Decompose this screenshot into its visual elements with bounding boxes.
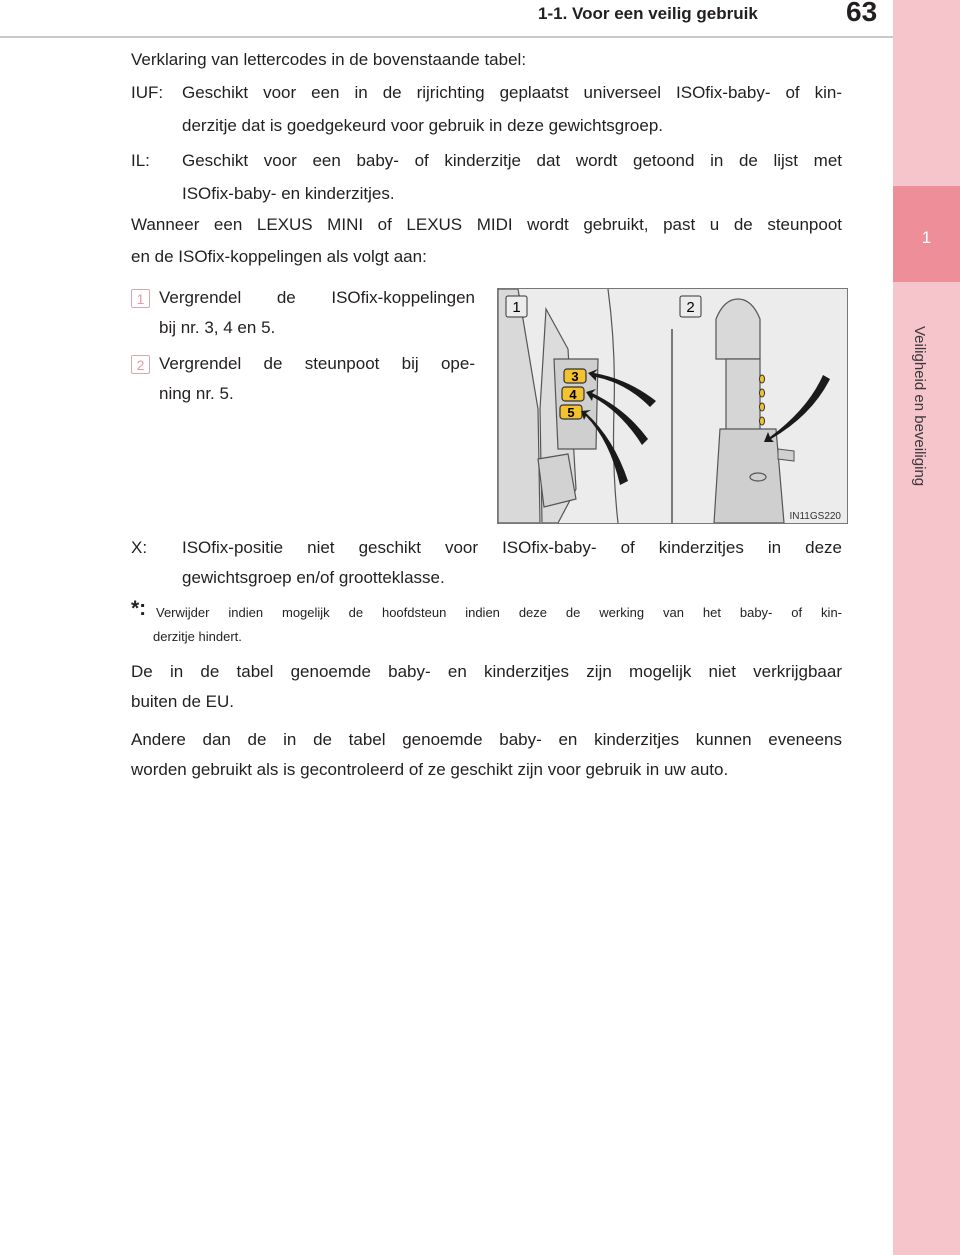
header-divider xyxy=(0,36,893,38)
code-definitions xyxy=(131,78,842,208)
slot-label: 3 xyxy=(571,369,579,384)
step-2-line: Vergrendel de steunpoot bij ope- xyxy=(159,354,475,373)
step-1-line: Vergrendel de ISOfix-koppelingen xyxy=(159,288,475,307)
footnote-mark: *: xyxy=(131,597,147,620)
code-key: IL: xyxy=(131,151,150,170)
step-2-line: ning nr. 5. xyxy=(159,384,234,403)
eu-paragraph-line: buiten de EU. xyxy=(131,692,235,711)
code-text-line: gewichtsgroep en/of grootteklasse. xyxy=(182,568,445,587)
footnote-line: derzitje hindert. xyxy=(153,629,242,644)
lexus-paragraph-line: Wanneer een LEXUS MINI of LEXUS MIDI wordt gebruikt, past u de steunpoot xyxy=(131,215,842,234)
step-1-badge: 1 xyxy=(131,289,150,308)
step-1-line: bij nr. 3, 4 en 5. xyxy=(159,318,276,337)
code-row-x xyxy=(131,533,842,603)
code-text-line: ISOfix-positie niet geschikt voor ISOfix-baby- of kinderzitjes in deze xyxy=(182,538,842,557)
other-paragraph-line: worden gebruikt als is gecontroleerd of ze geschikt zijn voor gebruik in uw auto. xyxy=(131,760,729,779)
code-key: IUF: xyxy=(131,83,164,102)
code-text-line: Geschikt voor een in de rijrichting geplaatst universeel ISOfix-baby- of kin- xyxy=(182,83,842,102)
other-paragraph-line: Andere dan de in de tabel genoemde baby- en kinderzitjes kunnen eveneens xyxy=(131,730,842,749)
code-key: X: xyxy=(131,538,148,557)
step-2-badge: 2 xyxy=(131,355,150,374)
slot-label: 4 xyxy=(569,387,577,402)
code-text-line: derzitje dat is goedgekeurd voor gebruik in deze gewichtsgroep. xyxy=(182,116,664,135)
page-number: 63 xyxy=(846,0,878,27)
eu-paragraph-line: De in de tabel genoemde baby- en kinderzitjes zijn mogelijk niet verkrijgbaar xyxy=(131,662,842,681)
lexus-paragraph-line: en de ISOfix-koppelingen als volgt aan: xyxy=(131,247,427,266)
chapter-number: 1 xyxy=(921,228,932,247)
intro-text: Verklaring van lettercodes in de bovenstaande tabel: xyxy=(131,50,527,69)
panel-label: 1 xyxy=(512,299,521,316)
footnote-line: Verwijder indien mogelijk de hoofdsteun indien deze de werking van het baby- of kin- xyxy=(156,605,842,620)
illustration-drawing xyxy=(498,289,847,523)
code-text-line: Geschikt voor een baby- of kinderzitje dat wordt getoond in de lijst met xyxy=(182,151,842,170)
chapter-label: Veiligheid en beveiliging xyxy=(911,326,928,487)
panel-label: 2 xyxy=(686,299,695,316)
illustration-code: IN11GS220 xyxy=(789,511,841,522)
code-text-line: ISOfix-baby- en kinderzitjes. xyxy=(182,184,395,203)
isofix-illustration xyxy=(497,288,848,524)
section-title: 1-1. Voor een veilig gebruik xyxy=(538,4,758,23)
slot-label: 5 xyxy=(567,405,575,420)
